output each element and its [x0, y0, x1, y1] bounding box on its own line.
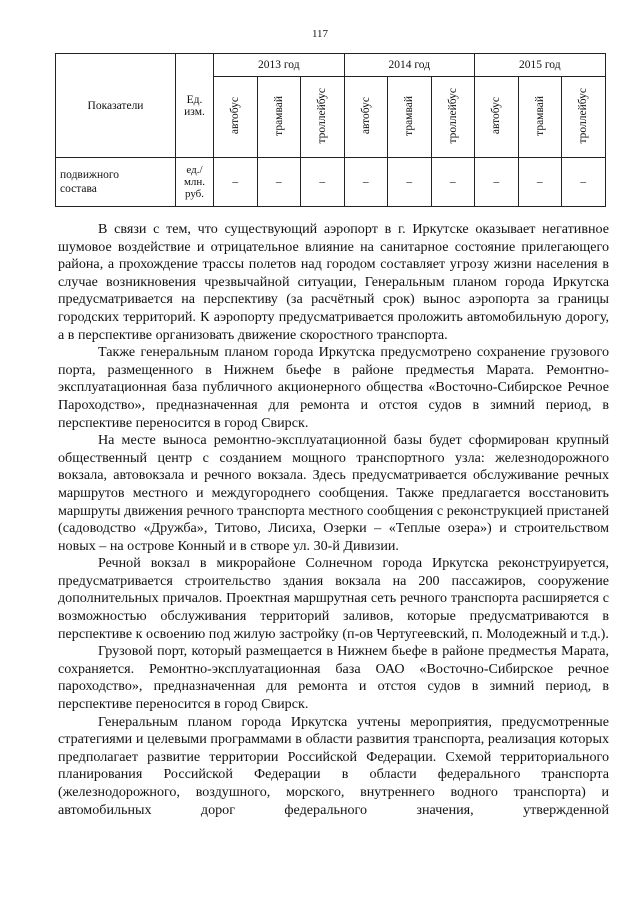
paragraph: Грузовой порт, который размещается в Нижнем бьефе в районе предместья Марата, сохраняется. Ремонтно-эксплуатационная база ОАО «Восточно-Сибирское речное пароходство», предназначенная для ремонта и отстоя судов в зимний период, в перспективе переносится в город Свирск. — [58, 643, 609, 713]
header-mode: трамвай — [388, 77, 432, 158]
paragraph: На месте выноса ремонтно-эксплуатационной базы будет сформирован крупный общественный центр с созданием мощного транспортного узла: железнодорожного вокзала, автовокзала и речного вокзала. Здесь предусматривается обслуживание речных маршрутов местного и междугороднего сообщения. Также предлагается восстановить маршруты движения речного транспорта местного сообщения с реконструкцией пристаней (садоводство «Дружба», Титово, Лисиха, Озерки – «Теплые озера») и строительством новых – на острове Конный и в створе ул. 30-й Дивизии. — [58, 432, 609, 554]
header-year-2014: 2014 год — [344, 54, 475, 77]
table-cell: – — [562, 158, 606, 207]
table-cell: – — [388, 158, 432, 207]
table-cell: – — [431, 158, 475, 207]
table-cell: – — [301, 158, 345, 207]
table-cell: – — [344, 158, 388, 207]
header-mode: автобус — [214, 77, 258, 158]
header-mode: трамвай — [257, 77, 301, 158]
header-unit — [176, 54, 214, 158]
header-mode: автобус — [475, 77, 519, 158]
body-text — [58, 221, 609, 819]
header-mode: троллейбус — [301, 77, 345, 158]
paragraph: Речной вокзал в микрорайоне Солнечном города Иркутска реконструируется, предусматривается строительство здания вокзала на 200 пассажиров, сооружение дополнительных причалов. Проектная маршрутная сеть речного транспорта расширяется с возможностью обслуживания территорий заливов, которые предусматриваются в перспективе к освоению под жилую застройку (п-ов Чертугеевский, п. Молодежный и т.д.). — [58, 555, 609, 642]
header-indicator: Показатели — [56, 54, 176, 158]
header-mode: автобус — [344, 77, 388, 158]
table-cell: – — [518, 158, 562, 207]
header-mode: трамвай — [518, 77, 562, 158]
table-cell: – — [475, 158, 519, 207]
paragraph: Генеральным планом города Иркутска учтены мероприятия, предусмотренные стратегиями и целевыми программами в области развития транспорта, реализация которых предполагает развитие территории Российской Федерации. Схемой территориального планирования Российской Федерации в области федерального транспорта (железнодорожного, воздушного, морского, внутреннего водного транспорта) и автомобильных дорог федерального значения, утвержденной — [58, 713, 609, 818]
header-mode: троллейбус — [431, 77, 475, 158]
paragraph: В связи с тем, что существующий аэропорт в г. Иркутске оказывает негативное шумовое воздействие и отрицательное влияние на санитарное состояние прилегающего района, а прохождение трассы полетов над городом составляет угрозу жизни населения в случае возникновения чрезвычайной ситуации, Генеральным планом города Иркутска предусматривается на перспективу (за расчётный срок) вынос аэропорта за границы городских территорий. К аэропорту предусматривается проложить автомобильную дорогу, а в перспективе организовать движение скоростного транспорта. — [58, 221, 609, 343]
header-year-2013: 2013 год — [214, 54, 345, 77]
header-unit-line2: изм. — [184, 105, 205, 118]
header-year-2015: 2015 год — [475, 54, 606, 77]
paragraph: Также генеральным планом города Иркутска предусмотрено сохранение грузового порта, размещенного в Нижнем бьефе в районе предместья Марата. Ремонтно-эксплуатационная база публичного акционерного общества «Восточно-Сибирское Речное Пароходство», предназначенная для ремонта и отстоя судов в зимний период, в перспективе переносится в город Свирск. — [58, 344, 609, 431]
table-cell: – — [214, 158, 258, 207]
table-cell: – — [257, 158, 301, 207]
page-number: 117 — [311, 28, 329, 40]
row-unit: ед./ млн. руб. — [176, 158, 214, 207]
transport-table — [55, 53, 606, 207]
header-mode: троллейбус — [562, 77, 606, 158]
table-row — [56, 158, 606, 207]
header-unit-line1: Ед. — [186, 93, 203, 106]
row-label: подвижного состава — [56, 158, 176, 207]
